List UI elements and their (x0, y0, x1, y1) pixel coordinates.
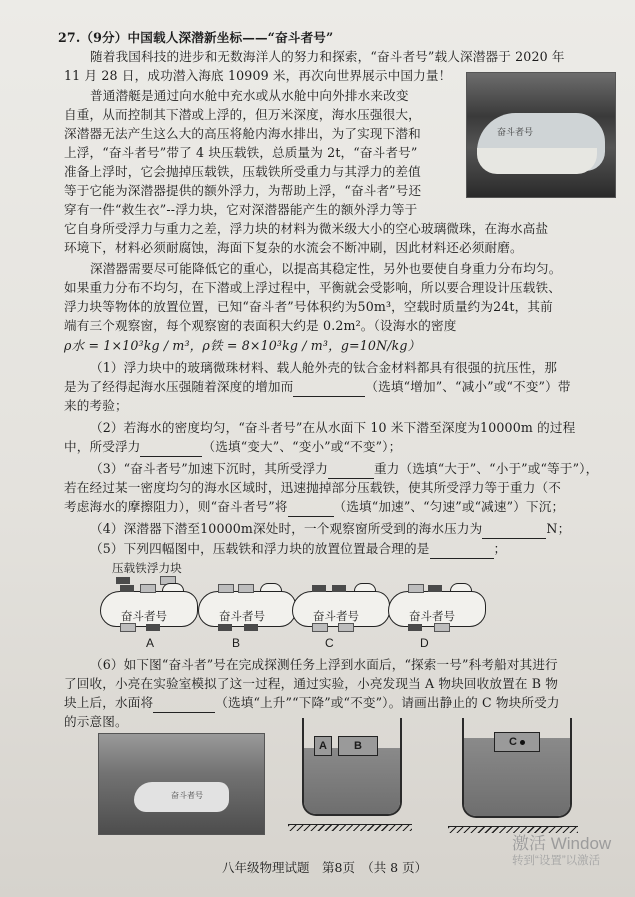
q1-answer-blank[interactable] (293, 377, 365, 397)
figure-b-block-bottom-2 (244, 624, 258, 631)
para2-line3: 深潜器无法产生这么大的高压将舱内海水排出，为了实现下潜和 (64, 126, 421, 141)
para2-line5: 准备上浮时，它会抛掉压载铁，压载铁所受重力与其浮力的差值 (64, 164, 421, 179)
q6-line3-start: 块上后，水面将 (64, 695, 154, 710)
q2-line2 (64, 437, 401, 457)
q3-answer-blank-1[interactable] (328, 459, 374, 479)
figure-a-name: 奋斗者号 (121, 609, 167, 623)
q4-end: N； (546, 521, 571, 536)
option-figure-d (384, 583, 494, 633)
question-header: 27.（9分）中国载人深潜新坐标——“奋斗者号” (58, 30, 334, 45)
q4-line (90, 519, 570, 539)
beaker-c (462, 718, 572, 818)
para3-line4: 端有三个观察窗，每个观察窗的表面积大约是 0.2m²。（设海水的密度 (64, 318, 457, 333)
option-figure-a (96, 583, 206, 633)
q3-line3-start: 考虑海水的摩擦阻力），则“奋斗者号”将 (64, 499, 288, 514)
para2-line7: 穿有一件“救生衣”--浮力块，它对深潜器能产生的额外浮力等于 (64, 202, 418, 217)
q5-end: ； (493, 541, 507, 556)
ground-beaker-ab (288, 824, 412, 831)
para2-line6: 等于它能为深潜器提供的额外浮力，为帮助上浮，“奋斗者”号还 (64, 183, 422, 198)
q3-line1-end: 重力（选填“大于”、“小于”或“等于”）， (373, 461, 599, 476)
figure-a-block-bottom-2 (146, 624, 160, 631)
para1-line1: 随着我国科技的进步和无数海洋人的努力和探索，“奋斗者号”载人深潜器于 2020 年 (90, 49, 565, 64)
beaker-ab-water (304, 748, 400, 814)
para2-line9: 环境下，材料必须耐腐蚀，海面下复杂的水流会不断冲刷，因此材料还必须耐磨。 (64, 240, 523, 255)
page-footer: 八年级物理试题 第8页 （共 8 页） (222, 860, 428, 875)
q6-answer-blank[interactable] (153, 693, 215, 713)
q3-line1-start: （3）“奋斗者号”加速下沉时，其所受浮力 (90, 461, 328, 476)
figure-d-block-bottom-1 (408, 624, 422, 631)
windows-activation-watermark: 激活 Window (512, 834, 612, 853)
figure-b-body (198, 591, 296, 627)
submersible-photo (466, 72, 616, 198)
figure-c-block-bottom-2 (338, 623, 354, 632)
figure-d-name: 奋斗者号 (409, 609, 455, 623)
figure-b-block-top-1 (218, 584, 234, 593)
windows-activation-hint: 转到“设置”以激活 (512, 855, 601, 867)
q6-line2: 了回收，小亮在实验室模拟了这一过程，通过实验，小亮发现当 A 物块回收放置在 B 物 (64, 676, 559, 691)
recovery-photo (98, 733, 265, 835)
figure-a-block-top-1 (120, 585, 134, 592)
para2-line8: 它自身所受浮力与重力之差，浮力块的材料为微米级大小的空心玻璃微珠，在海水高盐 (64, 221, 549, 236)
para2-line4: 上浮，“奋斗者号”带了 4 块压载铁，总质量为 2t，“奋斗者号” (64, 145, 418, 160)
q1-line2-end: （选填“增加”、“减小”或“不变”）带 (365, 379, 571, 394)
figure-c-letter: C (325, 636, 334, 650)
submersible-hull-bottom (477, 148, 597, 174)
para3-line2: 如果重力分布不均匀，在下潜或上浮过程中，平衡就会受影响，所以要合理设计压载铁、 (64, 280, 562, 295)
q2-line1: （2）若海水的密度均匀，“奋斗者号”在从水面下 10 米下潜至深度为10000m 的过程 (90, 420, 576, 435)
q1-line3: 来的考验； (64, 398, 128, 413)
figure-b-letter: B (232, 636, 241, 650)
q3-line2: 若在经过某一密度均匀的海水区域时，迅速抛掉部分压载铁，使其所受浮力等于重力（不 (64, 480, 562, 495)
figure-b-block-top-2 (238, 584, 254, 593)
q6-line1: （6）如下图“奋斗者”号在完成探测任务上浮到水面后，“探索一号”科考船对其进行 (90, 657, 558, 672)
recovery-photo-label: 奋斗者号 (171, 791, 203, 800)
q3-line3-end: （选填“加速”、“匀速”或“减速”）下沉； (333, 499, 565, 514)
q2-line2-start: 中，所受浮力 (64, 439, 141, 454)
figure-d-block-bottom-2 (434, 623, 450, 632)
q5-line (90, 539, 506, 559)
block-c-center-dot (520, 740, 525, 745)
option-figure-c (288, 583, 398, 633)
figure-a-letter: A (146, 636, 155, 650)
para3-line1: 深潜器需要尽可能降低它的重心，以提高其稳定性，另外也要使自身重力分布均匀。 (90, 261, 562, 276)
figure-c-block-top-1 (312, 585, 326, 592)
para2-line2: 自重，从而控制其下潜或上浮的，但万米深度，海水压强很大， (64, 107, 421, 122)
figure-c-name: 奋斗者号 (313, 609, 359, 623)
q4-answer-blank[interactable] (482, 519, 546, 539)
q1-line1: （1）浮力块中的玻璃微珠材料、载人舱外壳的钛合金材料都具有很强的抗压性，那 (90, 360, 557, 375)
figure-legend: 压载铁浮力块 (112, 561, 182, 575)
q3-answer-blank-2[interactable] (288, 497, 334, 517)
para3-line3: 浮力块等物体的放置位置，已知“奋斗者”号体积约为50m³，空载时质量约为24t，其前 (64, 299, 553, 314)
block-c-label: C (508, 736, 517, 748)
para1-line2: 11 月 28 日，成功潜入海底 10909 米，再次向世界展示中国力量！ (64, 68, 452, 83)
q3-line3 (64, 497, 564, 517)
q2-answer-blank[interactable] (140, 437, 202, 457)
figure-c-block-top-2 (332, 585, 346, 592)
figure-d-letter: D (420, 636, 429, 650)
submersible-photo-label: 奋斗者号 (497, 128, 534, 138)
figure-b-name: 奋斗者号 (219, 609, 265, 623)
block-c (494, 732, 540, 752)
q1-line2 (64, 377, 571, 397)
figure-d-body (388, 591, 486, 627)
q5-answer-blank[interactable] (430, 539, 494, 559)
para2-line1: 普通潜艇是通过向水舱中充水或从水舱中向外排水来改变 (90, 88, 409, 103)
figure-d-block-top-2 (428, 585, 442, 592)
q3-line1 (90, 459, 598, 479)
figure-c-block-bottom-1 (312, 623, 328, 632)
q6-line3 (64, 693, 560, 713)
q6-line4: 的示意图。 (64, 714, 128, 729)
beaker-ab (302, 718, 402, 816)
q4-start: （4）深潜器下潜至10000m深处时，一个观察窗所受到的海水压力为 (90, 521, 483, 536)
q1-line2-start: 是为了经得起海水压强随着深度的增加而 (64, 379, 294, 394)
q6-line3-end: （选填“上升”“下降”或“不变”）。请画出静止的 C 物块所受力 (215, 695, 560, 710)
figure-b-block-bottom-1 (218, 624, 232, 631)
figure-d-block-top-1 (408, 584, 424, 593)
q5-start: （5）下列四幅图中，压载铁和浮力块的放置位置最合理的是 (90, 541, 430, 556)
figure-c-body (292, 591, 390, 627)
figure-a-block-top-2 (140, 584, 156, 593)
block-b: B (338, 736, 378, 756)
figure-a-body (100, 591, 198, 627)
figure-a-block-bottom-1 (120, 623, 136, 632)
para3-line5: ρ水 = 1×10³kg / m³，ρ铁 = 8×10³kg / m³，g=10N/kg） (64, 338, 421, 353)
block-a: A (314, 736, 332, 756)
q2-line2-end: （选填“变大”、“变小”或“不变”）； (202, 439, 402, 454)
